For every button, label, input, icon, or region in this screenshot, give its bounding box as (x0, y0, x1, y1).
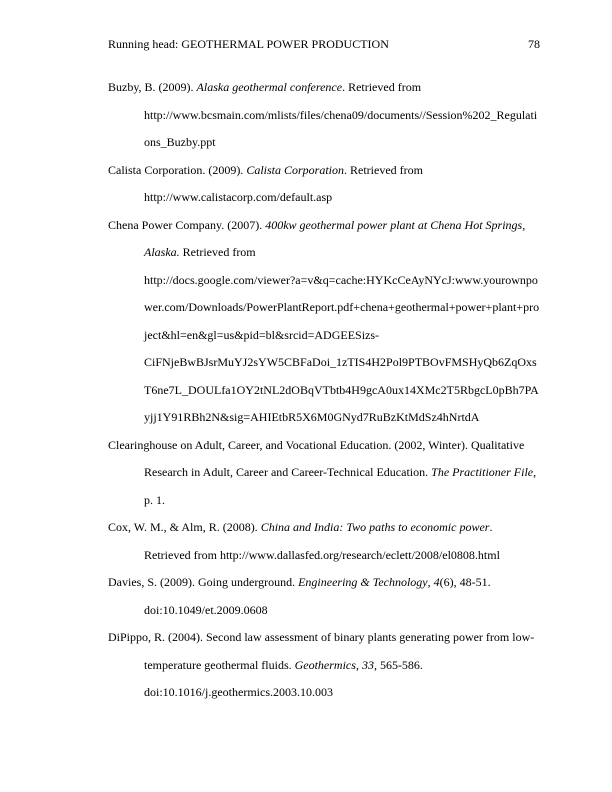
page-header (108, 37, 540, 51)
text: ject&hl=en&gl=us&pid=bl&srcid=ADGEESizs- (144, 327, 380, 342)
reference-line (144, 135, 216, 149)
italic-text: Engineering & Technology (298, 575, 428, 589)
text: Retrieved from (179, 245, 256, 259)
text: yjj1Y91RBh2N&sig=AHIEtbR5X6M0GNyd7RuBzKtMdSz4hNrtdA (144, 410, 480, 424)
text: 565-586. (376, 657, 423, 672)
reference-line (108, 80, 421, 94)
italic-text: 33, (361, 657, 377, 672)
text: , (427, 575, 434, 589)
reference-line (108, 438, 524, 452)
reference-line (144, 410, 479, 424)
text: Calista Corporation. (2009). (108, 162, 247, 177)
reference-line (108, 520, 492, 534)
text: Clearinghouse on Adult, Career, and Vocational Education. (2002, Winter). Qualitative (108, 437, 525, 452)
reference-line (144, 493, 165, 507)
reference-line (144, 355, 537, 369)
text: Davies, S. (2009). Going underground. (108, 575, 299, 589)
reference-line (144, 685, 333, 699)
italic-text: Alaska geothermal conference (196, 80, 343, 94)
reference-line (144, 658, 423, 672)
reference-line (144, 300, 539, 314)
text: p. 1. (144, 492, 165, 507)
italic-text: 400kw geothermal power plant at Chena Hot Springs, (265, 217, 526, 232)
text: Research in Adult, Career and Career-Technical Education. (144, 465, 432, 479)
text: http://www.bcsmain.com/mlists/files/chena09/documents//Session%202_Regulati (144, 107, 538, 122)
text: , (355, 657, 362, 672)
reference-line (144, 190, 332, 204)
italic-text: China and India: Two paths to economic power (260, 520, 490, 534)
reference-line (144, 108, 537, 122)
text: . Retrieved from (344, 162, 423, 177)
text: . (489, 520, 493, 534)
text: Retrieved from http://www.dallasfed.org/research/eclett/2008/el0808.html (144, 547, 500, 562)
text: Chena Power Company. (2007). (108, 217, 266, 232)
text: doi:10.1016/j.geothermics.2003.10.003 (144, 685, 333, 699)
text: http://www.calistacorp.com/default.asp (144, 190, 333, 204)
text: . Retrieved from (342, 80, 422, 94)
reference-line (144, 548, 500, 562)
text: Buzby, B. (2009). (108, 80, 197, 94)
text: (6), 48-51. (439, 575, 491, 589)
page-number: 78 (528, 37, 540, 51)
reference-line (144, 273, 538, 287)
text: wer.com/Downloads/PowerPlantReport.pdf+chena+geothermal+power+plant+pro (144, 300, 540, 314)
reference-line (144, 328, 379, 342)
text: http://docs.google.com/viewer?a=v&q=cache:HYKcCeAyNYcJ:www.yourownpo (144, 272, 538, 287)
running-head: Running head: GEOTHERMAL POWER PRODUCTION (108, 37, 389, 51)
reference-line (144, 465, 536, 479)
reference-line (108, 163, 423, 177)
reference-line (144, 383, 539, 397)
text: doi:10.1049/et.2009.0608 (144, 602, 268, 617)
italic-text: Calista Corporation (246, 162, 344, 177)
text: T6ne7L_DOULfa1OY2tNL2dOBqVTbtb4H9gcA0ux14XMc2T5RbgcL0pBh7PA (144, 382, 539, 397)
reference-line (108, 575, 491, 589)
reference-line (108, 218, 525, 232)
italic-text: 4 (433, 575, 440, 589)
text: ons_Buzby.ppt (144, 135, 216, 149)
text: DiPippo, R. (2004). Second law assessment of binary plants generating power from low- (108, 630, 535, 644)
text: Cox, W. M., & Alm, R. (2008). (108, 520, 261, 534)
italic-text: Alaska. (144, 245, 180, 259)
text: CiFNjeBwBJsrMuYJ2sYW5CBFaDoi_1zTIS4H2Pol9PTBOvFMSHyQb6ZqOxs (144, 355, 537, 369)
reference-line (144, 245, 256, 259)
reference-line (144, 603, 268, 617)
italic-text: Geothermics (294, 657, 356, 672)
text: temperature geothermal fluids. (144, 657, 295, 672)
italic-text: The Practitioner File, (431, 465, 537, 479)
reference-line (108, 630, 534, 644)
